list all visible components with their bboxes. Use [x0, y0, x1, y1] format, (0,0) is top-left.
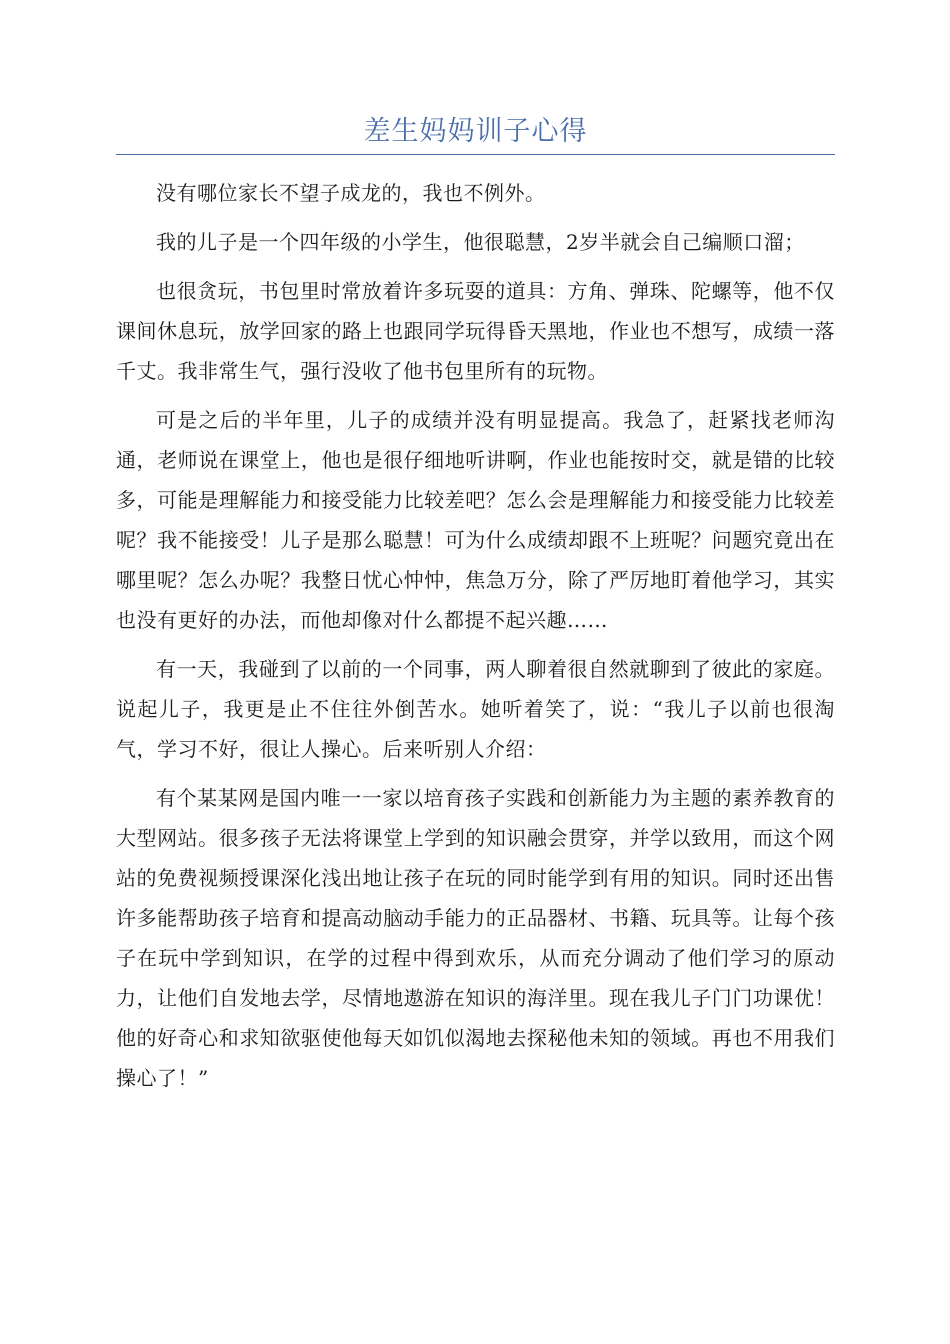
paragraph: 也很贪玩，书包里时常放着许多玩耍的道具：方角、弹珠、陀螺等，他不仅课间休息玩，放学回家的路上也跟同学玩得昏天黑地，作业也不想写，成绩一落千丈。我非常生气，强行没收了他书包里所有的玩物。 — [116, 279, 835, 383]
document-body — [116, 173, 835, 1107]
paragraph: 可是之后的半年里，儿子的成绩并没有明显提高。我急了，赶紧找老师沟通，老师说在课堂上，他也是很仔细地听讲啊，作业也能按时交，就是错的比较多，可能是理解能力和接受能力比较差吧？怎么会是理解能力和接受能力比较差呢？我不能接受！儿子是那么聪慧！可为什么成绩却跟不上班呢？问题究竟出在哪里呢？怎么办呢？我整日忧心忡忡，焦急万分，除了严厉地盯着他学习，其实也没有更好的办法，而他却像对什么都提不起兴趣…… — [116, 408, 835, 632]
document-title: 差生妈妈训子心得 — [363, 116, 588, 147]
paragraph: 有个某某网是国内唯一一家以培育孩子实践和创新能力为主题的素养教育的大型网站。很多孩子无法将课堂上学到的知识融会贯穿，并学以致用，而这个网站的免费视频授课深化浅出地让孩子在玩的同时能学到有用的知识。同时还出售许多能帮助孩子培育和提高动脑动手能力的正品器材、书籍、玩具等。让每个孩子在玩中学到知识，在学的过程中得到欢乐，从而充分调动了他们学习的原动力，让他们自发地去学，尽情地遨游在知识的海洋里。现在我儿子门门功课优！他的好奇心和求知欲驱使他每天如饥似渴地去探秘他未知的领域。再也不用我们操心了！” — [116, 786, 835, 1090]
paragraph: 我的儿子是一个四年级的小学生，他很聪慧，2岁半就会自己编顺口溜； — [156, 230, 805, 254]
paragraph: 有一天，我碰到了以前的一个同事，两人聊着很自然就聊到了彼此的家庭。说起儿子，我更是止不住往外倒苦水。她听着笑了，说：“我儿子以前也很淘气，学习不好，很让人操心。后来听别人介绍： — [116, 657, 835, 761]
paragraph: 没有哪位家长不望子成龙的，我也不例外。 — [156, 181, 546, 205]
title-underline — [116, 154, 835, 155]
